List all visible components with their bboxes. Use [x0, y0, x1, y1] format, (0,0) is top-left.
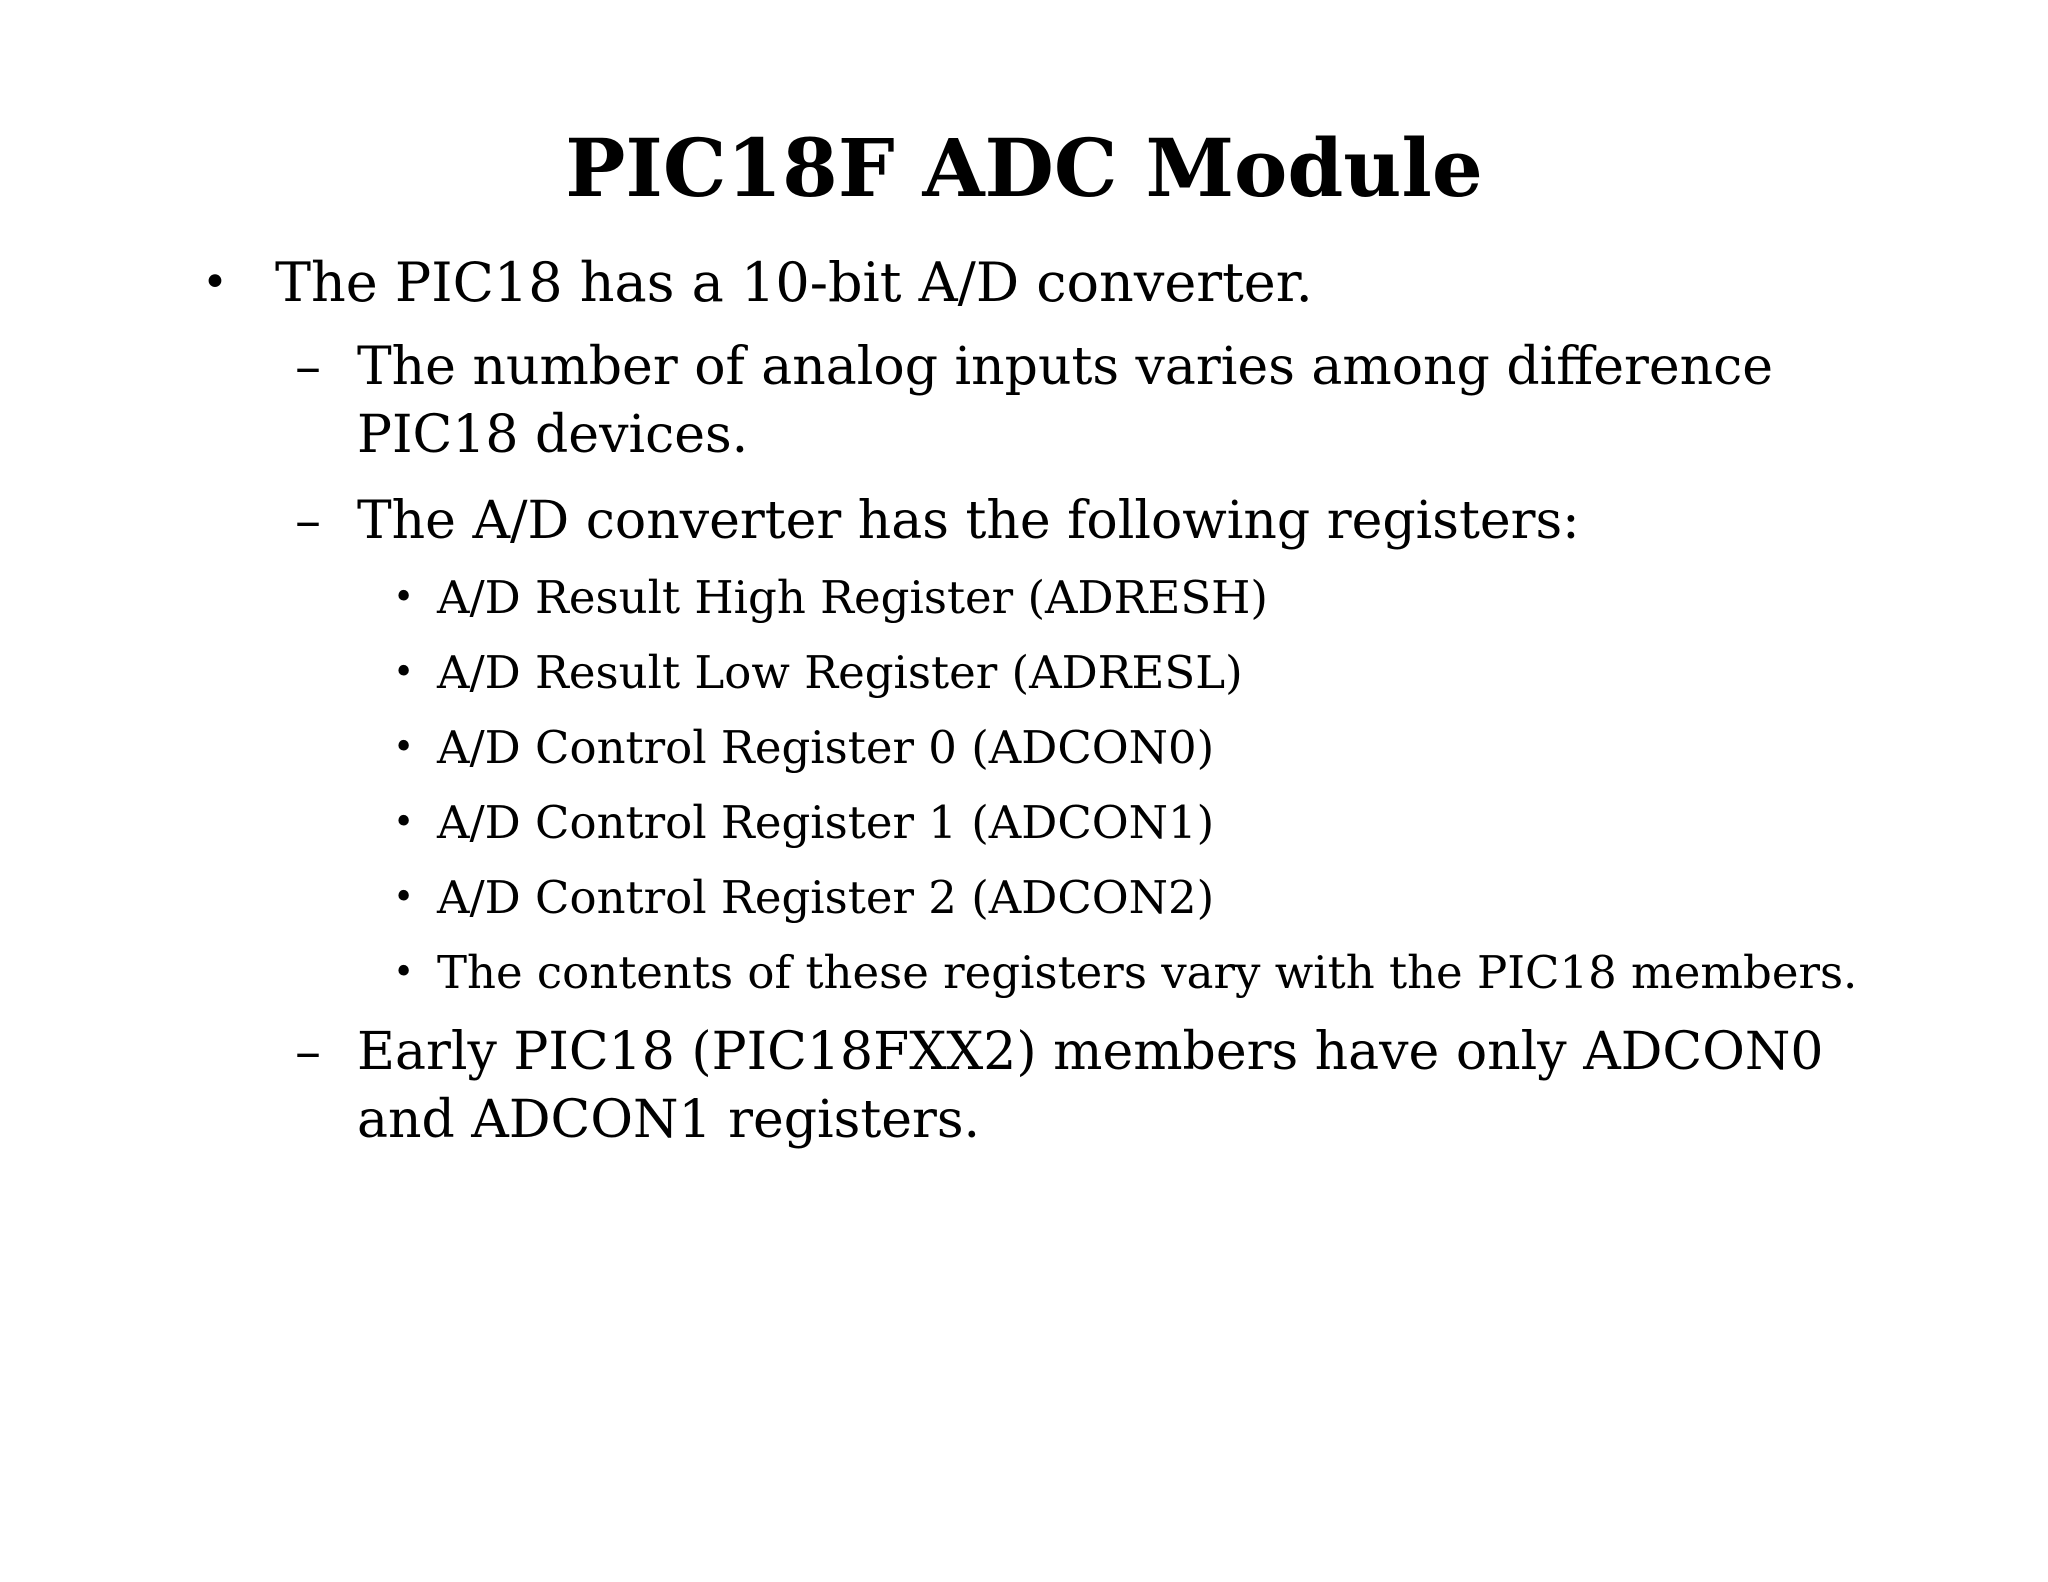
dash-icon: –	[295, 491, 321, 551]
bullet-item-adc-10bit: The PIC18 has a 10-bit A/D converter.	[275, 251, 1313, 314]
bullet-icon: •	[202, 257, 228, 308]
register-item-adcon0: A/D Control Register 0 (ADCON0)	[437, 721, 1215, 774]
dash-icon: –	[295, 1022, 321, 1082]
sub-item-analog-inputs-line-2: PIC18 devices.	[357, 405, 749, 465]
bullet-icon: •	[393, 577, 415, 618]
sub-item-analog-inputs-line-1: The number of analog inputs varies among difference	[357, 337, 1773, 397]
register-item-contents-note: The contents of these registers vary with the PIC18 members.	[437, 946, 1858, 999]
dash-icon: –	[295, 337, 321, 397]
slide-title: PIC18F ADC Module	[565, 121, 1483, 215]
bullet-icon: •	[393, 802, 415, 843]
bullet-icon: •	[393, 877, 415, 918]
sub-item-registers-intro: The A/D converter has the following registers:	[357, 491, 1580, 551]
register-item-adcon1: A/D Control Register 1 (ADCON1)	[437, 796, 1215, 849]
bullet-icon: •	[393, 652, 415, 693]
register-item-adresh: A/D Result High Register (ADRESH)	[437, 571, 1268, 624]
bullet-icon: •	[393, 952, 415, 993]
register-item-adcon2: A/D Control Register 2 (ADCON2)	[437, 871, 1215, 924]
bullet-icon: •	[393, 727, 415, 768]
register-item-adresl: A/D Result Low Register (ADRESL)	[437, 646, 1243, 699]
sub-item-early-pic18-line-1: Early PIC18 (PIC18FXX2) members have only ADCON0	[357, 1022, 1824, 1082]
sub-item-early-pic18-line-2: and ADCON1 registers.	[357, 1090, 981, 1150]
